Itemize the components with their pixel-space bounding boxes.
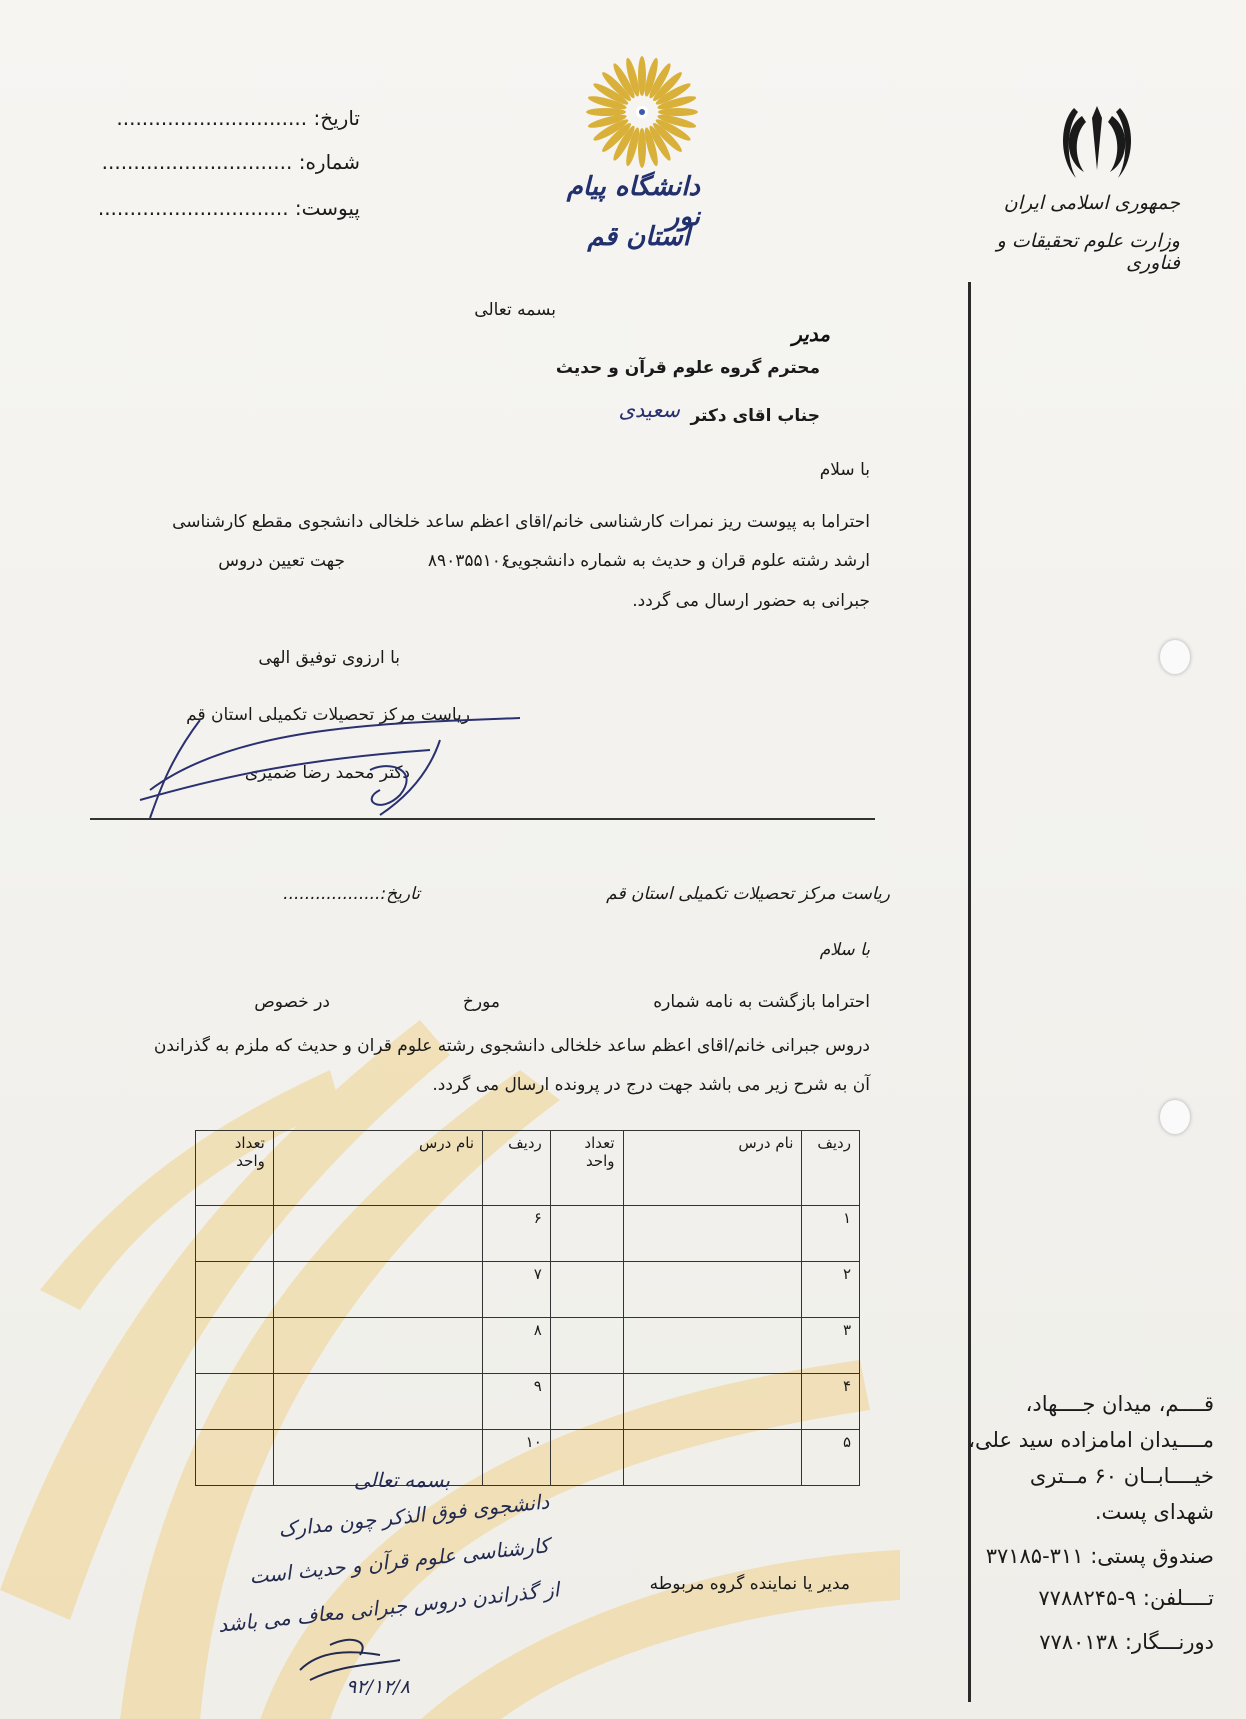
header-row-no-1: ردیف xyxy=(802,1131,860,1206)
signature-1 xyxy=(130,700,530,820)
greeting-2: با سلام xyxy=(819,940,870,960)
bismillah: بسمه تعالی xyxy=(474,300,556,320)
letter2-ref: احتراما بازگشت به نامه شماره xyxy=(653,992,870,1012)
punch-hole-2 xyxy=(1160,1100,1190,1134)
row-number: ۸ xyxy=(483,1318,551,1374)
row-number: ۶ xyxy=(483,1206,551,1262)
letter1-body-line2b: جهت تعیین دروس xyxy=(218,551,345,571)
handwritten-note-line3: کارشناسی علوم قرآن و حدیث است xyxy=(248,1533,551,1589)
row-number: ۱ xyxy=(802,1206,860,1262)
courses-table xyxy=(195,1130,860,1486)
punch-hole-1 xyxy=(1160,640,1190,674)
handwritten-note-line4: از گذراندن دروس جبرانی معاف می باشد xyxy=(216,1577,561,1637)
row-number: ۹ xyxy=(483,1374,551,1430)
phone: تــــلفن: ۹-۷۷۸۸۲۴۵ xyxy=(1038,1586,1214,1610)
table-row xyxy=(196,1430,860,1486)
manager-label: مدیر یا نماینده گروه مربوطه xyxy=(649,1574,850,1594)
letter2-date: تاریخ:.................. xyxy=(283,884,420,904)
header-course-1: نام درس xyxy=(623,1131,802,1206)
table-header-row xyxy=(196,1131,860,1206)
address-line-1: قــــم، میدان جــــهاد، xyxy=(1025,1392,1214,1416)
row-number: ۲ xyxy=(802,1262,860,1318)
university-name: دانشگاه پیام نور xyxy=(566,172,700,232)
letter2-body-line2: دروس جبرانی خانم/اقای اعظم ساعد خلخالی دانشجوی رشته علوم قران و حدیث که ملزم به گذراندن xyxy=(153,1036,870,1056)
letter2-dated: مورخ xyxy=(462,992,500,1012)
ministry-line-2: وزارت علوم تحقیقات و فناوری xyxy=(996,230,1180,274)
ministry-line-1: جمهوری اسلامی ایران xyxy=(1003,192,1180,214)
date-field: تاریخ: .............................. xyxy=(116,106,360,130)
row-number: ۴ xyxy=(802,1374,860,1430)
pobox: صندوق پستی: ۳۱۱-۳۷۱۸۵ xyxy=(985,1544,1214,1568)
university-province: استان قم xyxy=(587,222,690,252)
header-units-1: تعداد واحد xyxy=(550,1131,623,1206)
row-number: ۳ xyxy=(802,1318,860,1374)
header-row-no-2: ردیف xyxy=(483,1131,551,1206)
recipient-line: محترم گروه علوم قرآن و حدیث xyxy=(555,358,820,378)
sidebar-divider xyxy=(968,282,971,1702)
row-number: ۱۰ xyxy=(483,1430,551,1486)
signer-name: دکتر محمد رضا ضمیری xyxy=(244,763,410,783)
letter2-regarding: در خصوص xyxy=(254,992,330,1012)
greeting-1: با سلام xyxy=(819,460,870,480)
signer-title: ریاست مرکز تحصیلات تکمیلی استان قم xyxy=(186,705,470,725)
letter2-recipient: ریاست مرکز تحصیلات تکمیلی استان قم xyxy=(606,884,890,904)
recipient-name-prefix: جناب اقای دکتر xyxy=(690,406,820,426)
address-line-4: شهدای پست. xyxy=(1094,1500,1214,1524)
fax: دورنـــگار: ۷۷۸۰۱۳۸ xyxy=(1039,1630,1214,1654)
letter1-body-line3: جبرانی به حضور ارسال می گردد. xyxy=(632,591,870,611)
letter2-body-line3: آن به شرح زیر می باشد جهت درج در پرونده ارسال می گردد. xyxy=(432,1075,870,1095)
handwritten-date: ۹۲/۱۲/۸ xyxy=(346,1676,410,1698)
letter1-body-line2a: ارشد رشته علوم قران و حدیث به شماره دانشجویی xyxy=(504,551,870,571)
recipient-name-handwritten: سعیدی xyxy=(618,398,680,422)
table-row xyxy=(196,1206,860,1262)
university-logo-icon xyxy=(582,52,702,172)
table-row xyxy=(196,1262,860,1318)
row-number: ۵ xyxy=(802,1430,860,1486)
section-divider xyxy=(90,818,875,820)
iran-emblem-icon xyxy=(1052,98,1142,188)
handwritten-note-line2: دانشجوی فوق الذکر چون مدارک xyxy=(277,1489,551,1542)
letter1-body-line1: احتراما به پیوست ریز نمرات کارشناسی خانم/اقای اعظم ساعد خلخالی دانشجوی مقطع کارشناسی xyxy=(172,512,870,532)
closing: با ارزوی توفیق الهی xyxy=(258,648,400,668)
header-units-2: تعداد واحد xyxy=(196,1131,274,1206)
header-course-2: نام درس xyxy=(273,1131,482,1206)
address-line-2: مــــیدان امامزاده سید علی، xyxy=(968,1428,1214,1452)
table-row xyxy=(196,1374,860,1430)
row-number: ۷ xyxy=(483,1262,551,1318)
recipient-handwritten-title: مدیر xyxy=(792,322,830,346)
attachment-field: پیوست: .............................. xyxy=(97,196,360,220)
handwritten-note-line1: بسمه تعالی xyxy=(353,1468,450,1492)
table-row xyxy=(196,1318,860,1374)
student-number: ۸۹۰۳۵۵۱۰۶ xyxy=(427,551,510,571)
number-field: شماره: .............................. xyxy=(101,150,360,174)
address-line-3: خیــــابــان ۶۰ مــتری xyxy=(1029,1464,1214,1488)
